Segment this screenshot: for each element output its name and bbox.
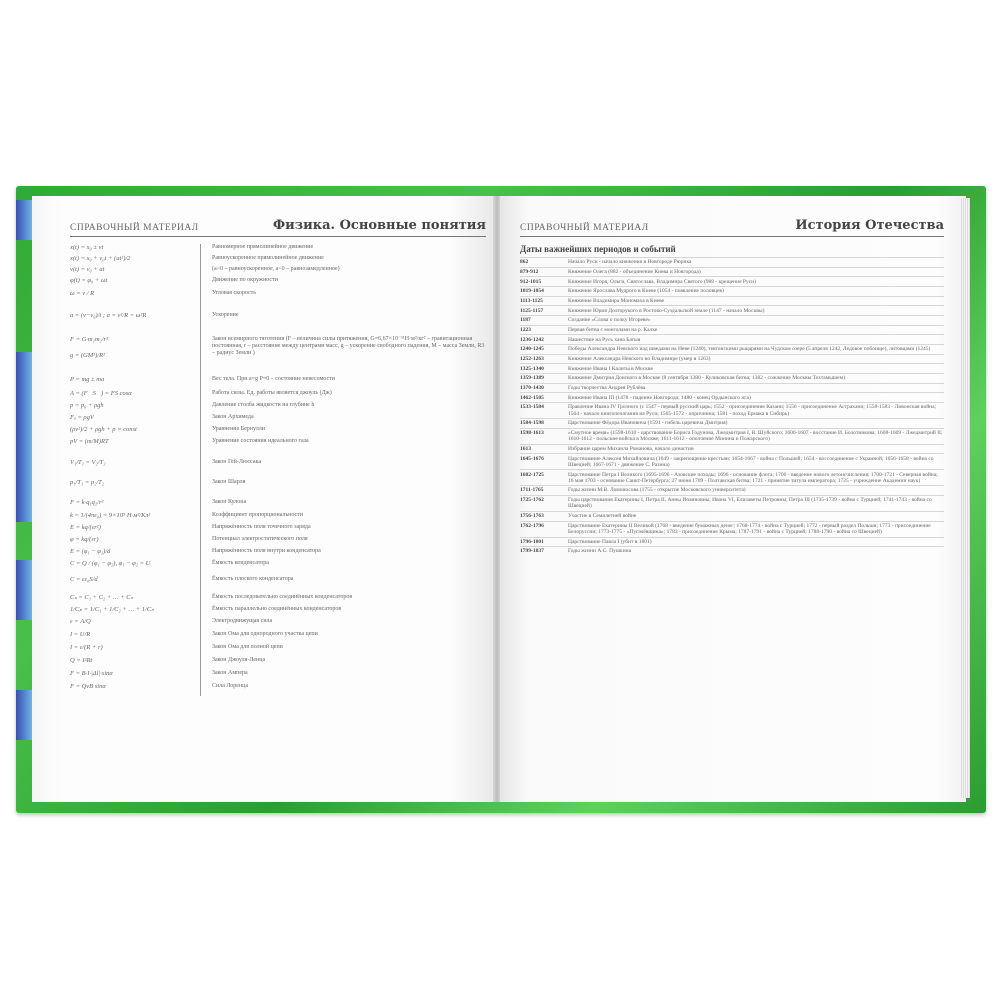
- formula-row: [70, 352, 486, 376]
- history-row: [520, 546, 944, 556]
- formula-description: Сила Лоренца: [212, 683, 249, 689]
- history-date: 1236-1242: [520, 336, 544, 343]
- formula-description: [202, 352, 486, 376]
- cover-decoration: [16, 200, 32, 240]
- formula-description: Закон Кулона: [212, 499, 247, 505]
- formula-row: [70, 277, 486, 290]
- cover-decoration: [16, 690, 32, 740]
- history-date: 1019-1054: [520, 288, 544, 295]
- formula: F = G·m₁m₂/r²: [70, 336, 109, 343]
- history-row: [520, 521, 944, 537]
- formula: P = mg ± ma: [70, 376, 105, 383]
- history-row: [520, 305, 944, 315]
- history-row: [520, 373, 944, 383]
- history-date: 1584-1598: [520, 420, 544, 427]
- history-event: «Смутное время» (1598-1610 - царствование Бориса Годунова, Лжедмитрия I, В. Шуйского; 1606-1607 - восстание И. Болотникова; 1608-1609 - Лжедмитрий II; 1610-1612 - польские войска в Москве; 1611-1612 - ополчение Минина и Пожарского): [568, 429, 943, 443]
- formula: V₁/T₁ = V₂/T₂: [70, 459, 106, 466]
- history-row: [520, 267, 944, 277]
- formula-row: [70, 438, 486, 459]
- formula: I = ε/(R + r): [70, 644, 103, 651]
- formula: x(t) = x₀ + v₀t + (at²)/2: [70, 255, 131, 262]
- formula-description: Ускорение: [212, 312, 239, 318]
- history-row: [520, 537, 944, 547]
- formula-description: Потенциал электростатического поля: [212, 536, 308, 542]
- formula: ε = A/Q: [70, 618, 91, 625]
- history-row: [520, 325, 944, 335]
- history-row: [520, 392, 944, 402]
- history-row: [520, 453, 944, 469]
- formula: ω = v / R: [70, 290, 95, 297]
- formula-description: Уравнение Бернулли: [212, 426, 265, 432]
- history-date: 1359-1389: [520, 375, 544, 382]
- history-date: 1799-1837: [520, 548, 544, 555]
- formula-description: Напряжённость поля внутри конденсатора: [212, 548, 321, 554]
- history-event: Царствование Павла I (убит в 1801): [568, 538, 652, 545]
- formula-description: Ёмкость плоского конденсатора: [212, 576, 294, 582]
- formula-description: Напряжённость поля точечного заряда: [212, 524, 311, 530]
- formula-description: Уравнение состояния идеального газа: [212, 438, 309, 444]
- history-date: 1756-1763: [520, 513, 544, 520]
- history-row: [520, 383, 944, 393]
- formula-row: [70, 266, 486, 277]
- history-event: Годы жизни М.В. Ломоносова (1755 - открытие Московского университета): [568, 487, 746, 494]
- formula-description: Закон Архимеда: [212, 414, 254, 420]
- page-edges: [960, 198, 970, 798]
- left-page: [32, 196, 494, 802]
- history-date: 1533-1584: [520, 404, 544, 411]
- formula: (ρv²)/2 + ρgh + p = const: [70, 426, 137, 433]
- formula-description: Закон всемирного тяготения (F – величина силы притяжения, G=6,67×10⁻¹¹Н·м²/кг² – гравитационная постоянная, r – расстояние между центрами масс, g – ускорение свободного падения, M – масса Земли, R3 – радиус Земли ): [212, 336, 485, 356]
- formula-description: Ёмкость параллельно соединённых конденсаторов: [212, 606, 342, 612]
- formula: F = k·q₁q₂/r²: [70, 499, 104, 506]
- formula-row: [70, 618, 486, 631]
- formula-row: [70, 390, 486, 402]
- formula-description: Вес тела. При a=g P=0 – состояние невесомости: [212, 376, 335, 382]
- history-event: Избрание царем Михаила Романова, начало династии: [568, 445, 694, 452]
- history-event: Начало Руси - начало княжения в Новгороде Рюрика: [568, 259, 692, 266]
- history-date: 1370-1430: [520, 384, 544, 391]
- formula: k = 1/(4πε₀) = 9×10⁹ Н·м²/Кл²: [70, 512, 151, 519]
- formula-description: Электродвижущая сила: [212, 618, 273, 624]
- history-date: 1762-1796: [520, 522, 544, 529]
- history-date: 1613: [520, 445, 531, 452]
- history-date: 1252-1263: [520, 355, 544, 362]
- history-event: Княжение Ивана III (1478 - падение Новгорода; 1480 - конец Ордынского ига): [568, 394, 751, 401]
- formula-description: Закон Ома для полной цепи: [212, 644, 283, 650]
- formula-description: Угловая скорость: [212, 290, 256, 296]
- formula-row: [70, 576, 486, 594]
- formula-row: [70, 290, 486, 312]
- formula: F = B·I·|Δl|·sinα: [70, 670, 113, 677]
- left-section-label: СПРАВОЧНЫЙ МАТЕРИАЛ: [70, 223, 199, 233]
- history-row: [520, 428, 944, 444]
- formula-row: [70, 536, 486, 548]
- history-row: [520, 296, 944, 306]
- formula: pV = (m/M)RT: [70, 438, 109, 445]
- history-row: [520, 495, 944, 511]
- history-event: Княжение Олега (882 - объединение Киева и Новгорода): [568, 268, 701, 275]
- history-event: Правление Ивана IV Грозного (с 1547 - первый русский царь; 1552 - присоединение Казани; 1556 - присоединение Астрахани; 1558-1583 - Ливонская война; 1564 - начало книгопечатания на Руси; 1565-1572 - опричнина; 1581 - поход Ермака в Сибирь): [568, 404, 937, 417]
- formula: Q = I²Rt: [70, 657, 93, 664]
- history-row: [520, 286, 944, 296]
- formula: φ(t) = φ₀ + ωt: [70, 277, 108, 284]
- history-date: 879-912: [520, 268, 539, 275]
- history-date: 1711-1765: [520, 487, 544, 494]
- formula: a = (v−v₀)/t ; a = v²/R = ω²R: [70, 312, 147, 319]
- formula-row: [70, 244, 486, 255]
- history-date: 1187: [520, 317, 531, 324]
- formula-row: [70, 560, 486, 576]
- formula-row: [70, 312, 486, 336]
- history-event: Княжение Ивана I Калиты в Москве: [568, 365, 653, 372]
- history-row: [520, 315, 944, 325]
- formula-description: Равноускоренное прямолинейное движение: [212, 255, 324, 261]
- formula-row: [70, 670, 486, 683]
- formula-description: Ёмкость последовательно соединённых конденсаторов: [212, 594, 353, 600]
- physics-formula-table: [70, 244, 486, 696]
- history-row: [520, 511, 944, 521]
- formula-row: [70, 459, 486, 479]
- history-event: Создание «Слова о полку Игореве»: [568, 317, 651, 324]
- formula-description: Работа силы. Ед. работы является джоуль (Дж): [212, 390, 332, 396]
- formula-row: [70, 644, 486, 657]
- left-page-header: [70, 218, 486, 237]
- formula-row: [70, 548, 486, 560]
- history-event: Царствование Петра I Великого (1695-1696 - Азовские походы; 1696 - основание флота; 1700 - введение нового летоисчисления; 1700-1721 - Северная война; 16 мая 1703 - основание Санкт-Петербурга; 27 июня 1709 - Полтавская битва; 1721 - принятие титула императора; 1725 - учреждение Академии наук): [568, 471, 938, 484]
- right-section-label: СПРАВОЧНЫЙ МАТЕРИАЛ: [520, 223, 649, 233]
- history-event: Княжение Владимира Мономаха в Киеве: [568, 297, 665, 304]
- formula: C = εε₀S/d: [70, 576, 98, 583]
- history-date: 1645-1676: [520, 455, 544, 462]
- formula: F = QvB sinα: [70, 683, 106, 690]
- history-event: Царствование Фёдора Ивановича (1591 - гибель царевича Дмитрия): [568, 420, 728, 427]
- formula-row: [70, 594, 486, 606]
- history-date: 1113-1125: [520, 297, 543, 304]
- history-date: 862: [520, 259, 529, 266]
- formula-description: Равномерное прямолинейное движение: [212, 244, 314, 250]
- history-event: Княжение Ярослава Мудрого в Киеве (1054 - появление половцев): [568, 288, 724, 295]
- history-event: Княжение Юрия Долгорукого в Ростово-Суздальской земле (1147 - начало Москвы): [568, 307, 765, 314]
- formula-row: [70, 376, 486, 390]
- history-event: Княжение Александра Невского во Владимире (умер в 1263): [568, 355, 711, 362]
- formula-row: [70, 631, 486, 644]
- history-row: [520, 444, 944, 454]
- formula-row: [70, 606, 486, 618]
- history-row: [520, 344, 944, 354]
- formula: p₁/T₁ = p₂/T₂: [70, 479, 105, 486]
- formula-description: Коэффициент пропорциональности: [212, 512, 304, 518]
- history-event: Годы творчества Андрея Рублёва: [568, 384, 646, 391]
- history-date: 1240-1245: [520, 346, 544, 353]
- history-row: [520, 363, 944, 373]
- right-page-title: История Отечества: [795, 218, 944, 233]
- right-page: [500, 196, 966, 802]
- history-event: Годы жизни А.С. Пушкина: [568, 548, 632, 555]
- history-row: [520, 485, 944, 495]
- formula: Cₛ = C₁ + C₂ + … + Cₙ: [70, 594, 134, 601]
- formula: p = p₀ + ρgh: [70, 402, 104, 409]
- history-row: [520, 334, 944, 344]
- history-row: [520, 257, 944, 267]
- cover-decoration: [16, 352, 32, 522]
- formula: φ = kq/(εr): [70, 536, 99, 543]
- history-row: [520, 354, 944, 364]
- formula: x(t) = x₀ ± vt: [70, 244, 104, 251]
- column-divider: [200, 244, 201, 696]
- history-event: Княжение Дмитрия Донского в Москве (8 сентября 1380 - Куликовская битва; 1382 - сожжение Москвы Тохтамышем): [568, 375, 845, 382]
- formula-row: [70, 512, 486, 524]
- formula-description: Давление столба жидкости на глубине h: [212, 402, 315, 408]
- history-event: Участие в Семилетней войне: [568, 513, 637, 520]
- formula-description: Ёмкость конденсатора: [212, 560, 269, 566]
- history-date: 1725-1762: [520, 497, 544, 504]
- formula: 1/Cₚ = 1/C₁ + 1/C₂ + … + 1/Cₙ: [70, 606, 154, 613]
- history-date: 1125-1157: [520, 307, 544, 314]
- history-event: Годы царствования Екатерины I, Петра II, Анны Иоанновны, Ивана VI, Елизаветы Петровны, Петра III (1735-1739 - война с Турцией; 1741-1743 - война со Швецией): [568, 497, 932, 510]
- formula: v(t) = v₀ + at: [70, 266, 105, 273]
- history-subtitle: Даты важнейших периодов и событий: [520, 244, 676, 254]
- formula-row: [70, 499, 486, 512]
- formula-description: Движение по окружности: [212, 277, 278, 283]
- formula: Fₐ = ρgV: [70, 414, 94, 421]
- history-row: [520, 402, 944, 418]
- history-row: [520, 469, 944, 485]
- formula-description: Закон Гей-Люссака: [212, 459, 261, 465]
- history-date: 1223: [520, 326, 531, 333]
- history-date: 1462-1505: [520, 394, 544, 401]
- formula-row: [70, 426, 486, 438]
- formula-row: [70, 683, 486, 696]
- history-event: Царствование Алексея Михайловича (1649 - закрепощение крестьян; 1654-1667 - война с Польшей; 1654 - воссоединение с Украиной; 1656-1658 - война со Швецией; 1667-1671 - движение С. Разина): [568, 455, 934, 468]
- formula: C = Q / (φ₁ − φ₂), φ₁ − φ₂ = U: [70, 560, 151, 567]
- history-event: Победы Александра Невского над шведами на Неве (1240), тевтонскими рыцарями на Чудском озере (5 апреля 1242, Ледовое побоище), литовцами (1245): [568, 346, 931, 353]
- formula-row: [70, 402, 486, 414]
- right-page-header: [520, 218, 944, 237]
- formula-row: [70, 414, 486, 426]
- history-event: Первая битва с монголами на р. Калке: [568, 326, 658, 333]
- history-event: Нашествие на Русь хана Батыя: [568, 336, 641, 343]
- formula: A = (F⃗S⃗) = FS cosα: [70, 390, 132, 397]
- formula-row: [70, 255, 486, 266]
- formula-description: Закон Джоуля-Ленца: [212, 657, 266, 663]
- formula: g = (GM³)/R²: [70, 352, 105, 359]
- formula-row: [70, 479, 486, 499]
- formula-row: [70, 657, 486, 670]
- formula-description: (a>0 – равноускоренное, a<0 – равнозамедленное): [212, 266, 340, 272]
- formula-description: Закон Ампера: [212, 670, 248, 676]
- cover-decoration: [16, 560, 32, 620]
- history-date: 912-1015: [520, 278, 542, 285]
- history-event: Царствование Екатерины II Великой (1768 - введение бумажных денег; 1768-1774 - война с Турцией; 1772 - первый раздел Польши; 1773 - присоединение Белоруссии; 1773-1775 - «Пугачёвщина»; 1783 - присоединение Крыма; 1787-1791 - война с Турцией; 1788-1790 - война со Швецией): [568, 522, 931, 536]
- history-date: 1682-1725: [520, 471, 544, 478]
- history-dates-table: [520, 257, 944, 556]
- left-page-title: Физика. Основные понятия: [272, 218, 486, 233]
- history-event: Княжение Игоря, Ольги, Святослава, Владимира Святого (988 - крещение Руси): [568, 278, 756, 285]
- history-date: 1796-1801: [520, 538, 544, 545]
- formula-description: Закон Ома для однородного участка цепи: [212, 631, 318, 637]
- history-row: [520, 276, 944, 286]
- formula: I = U/R: [70, 631, 91, 638]
- formula: E = (φ₁ − φ₂)/d: [70, 548, 111, 555]
- history-date: 1325-1340: [520, 365, 544, 372]
- formula-description: Закон Шарля: [212, 479, 246, 485]
- formula: E = kq/(εr²): [70, 524, 101, 531]
- history-row: [520, 418, 944, 428]
- history-date: 1598-1613: [520, 429, 544, 436]
- formula-row: [70, 524, 486, 536]
